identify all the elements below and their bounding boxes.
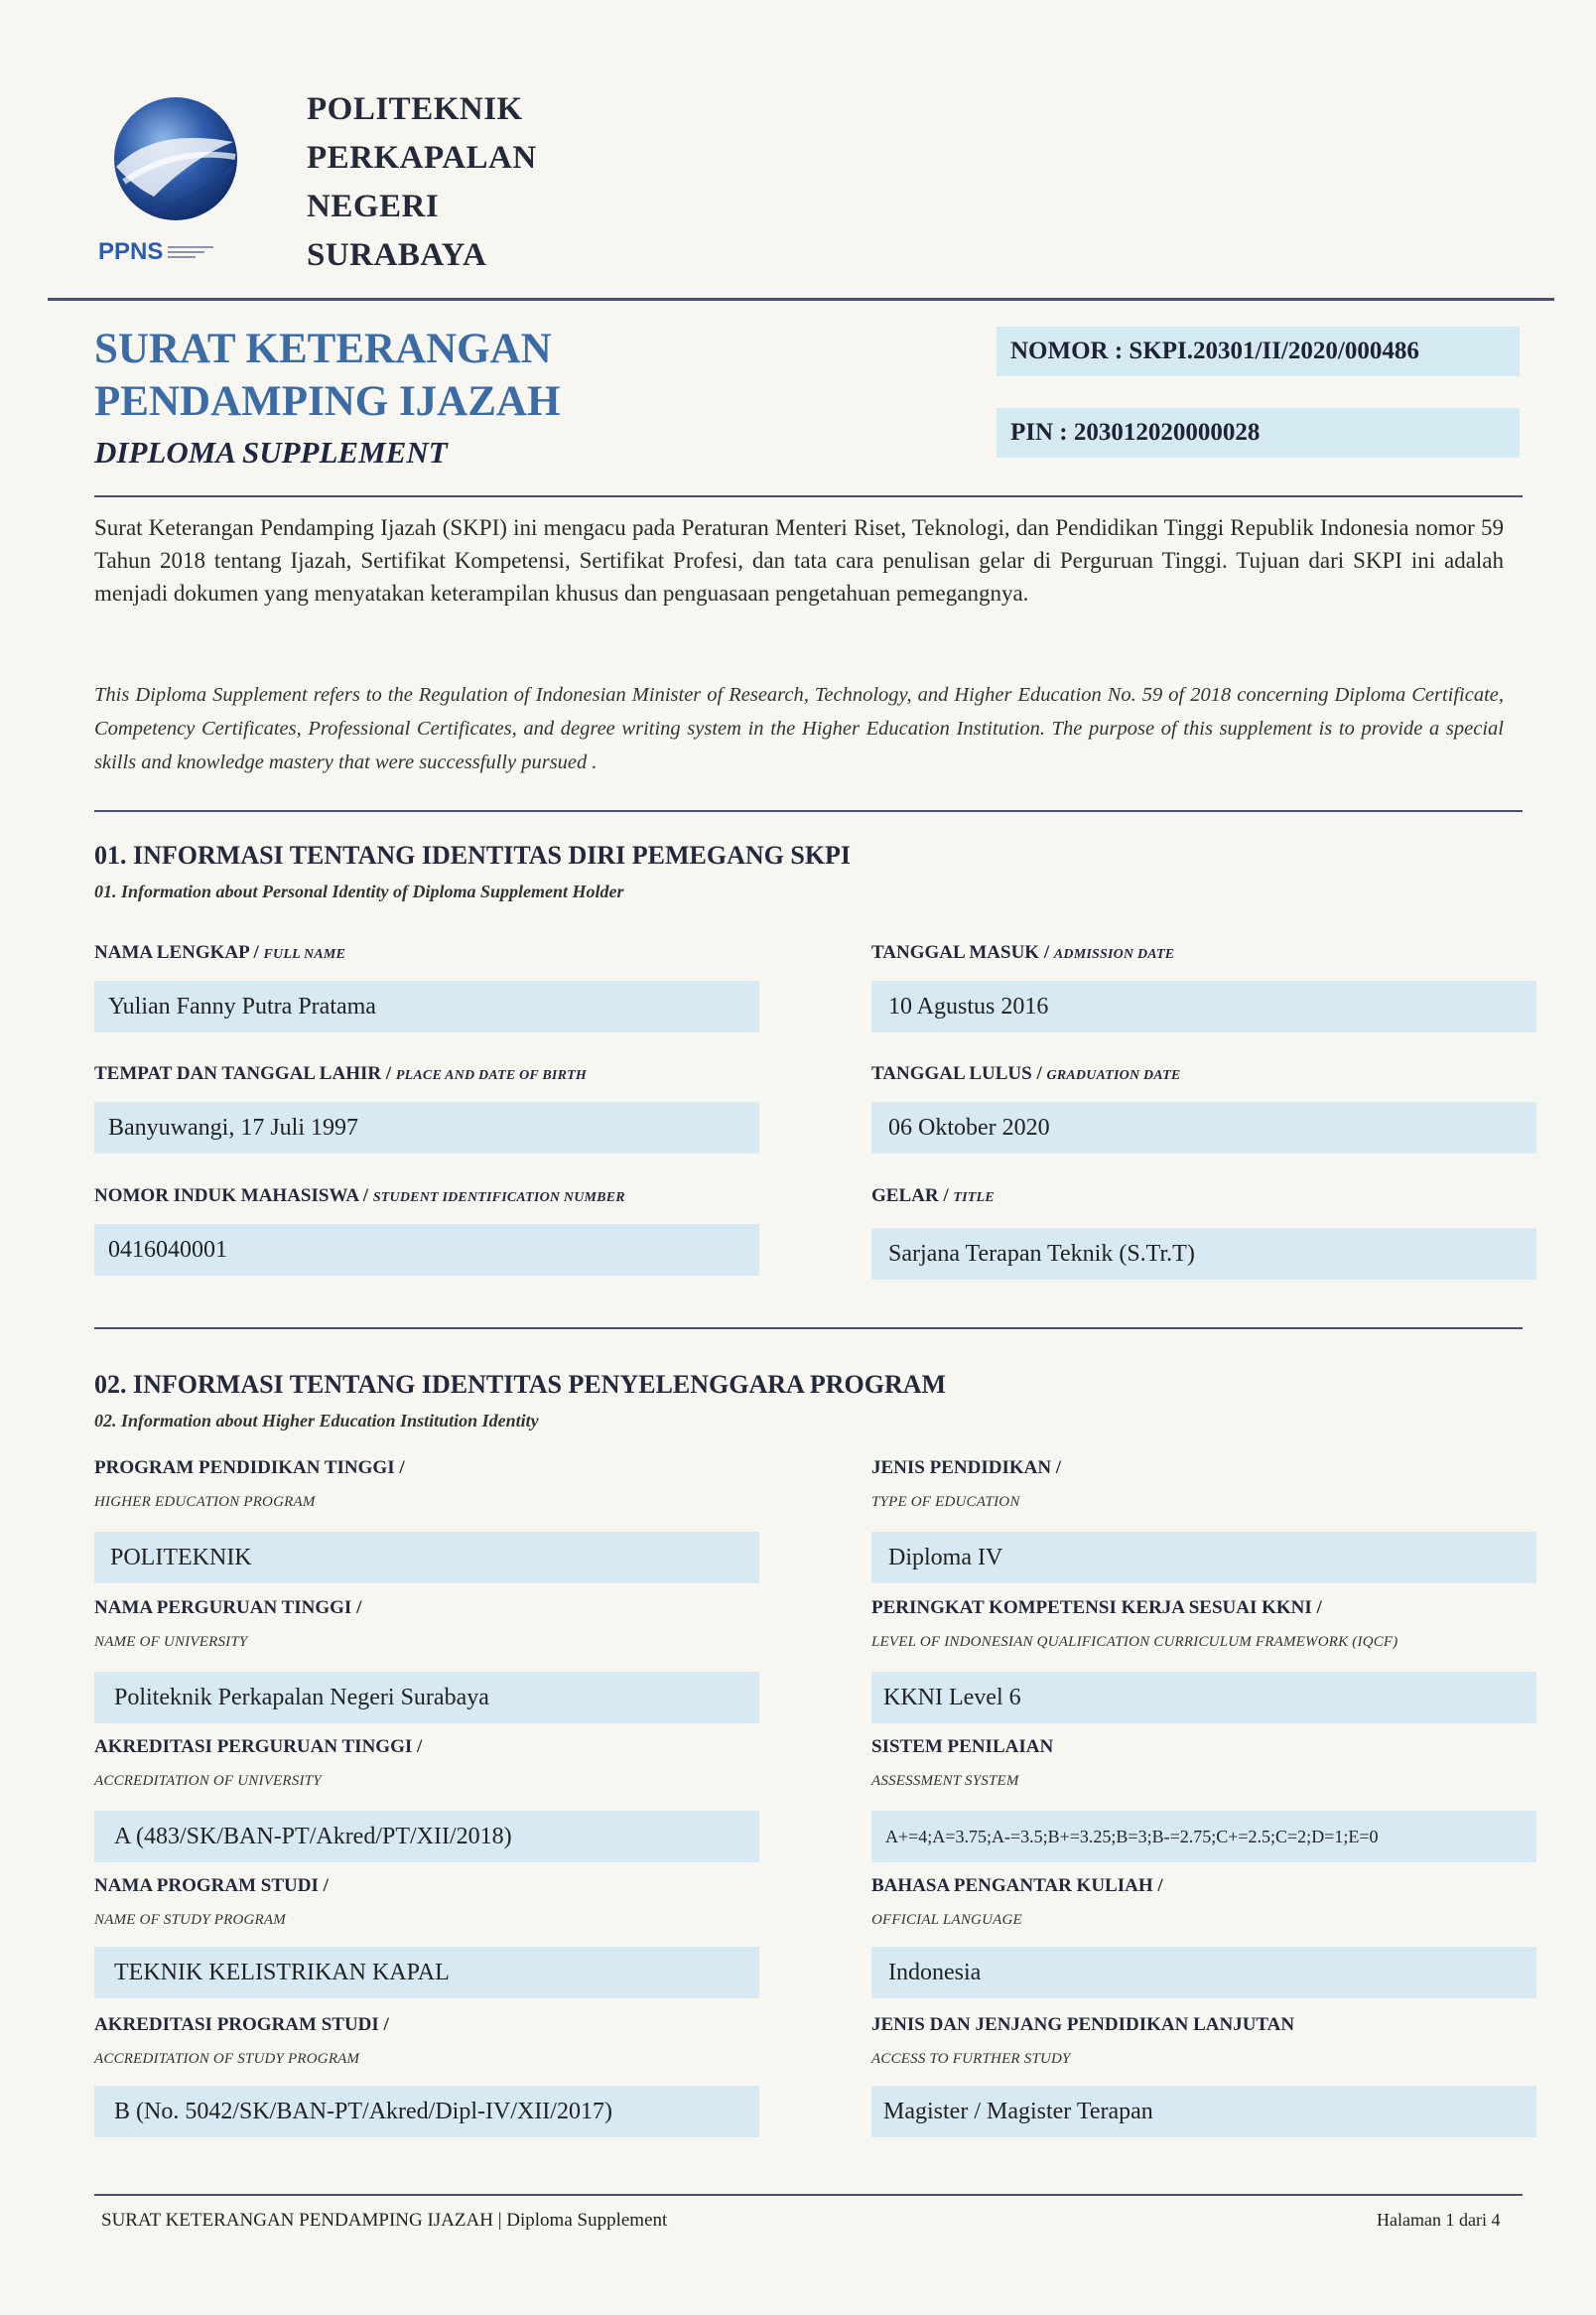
logo-small-text [168,244,213,258]
section1-title: 01. INFORMASI TENTANG IDENTITAS DIRI PEMEGANG SKPI [94,841,852,870]
label-full-name-en: FULL NAME [263,947,346,962]
intro-indonesian: Surat Keterangan Pendamping Ijazah (SKPI) ini mengacu pada Peraturan Menteri Riset, Teknologi, dan Pendidikan Tinggi Republik Indonesia nomor 59 Tahun 2018 tentang Ijazah, Sertifikat Kompetensi, Sertifikat Profesi, dan tata cara penulisan gelar di Perguruan Tinggi. Tujuan dari SKPI ini adalah menjadi dokumen yang menyatakan keterampilan khusus dan penguasaan pengetahuan pemegangnya. [94,515,1504,606]
label-title [871,1185,995,1207]
header-divider [48,298,1554,301]
value-student-id: 0416040001 [94,1224,759,1276]
footer-document-name: SURAT KETERANGAN PENDAMPING IJAZAH | Diploma Supplement [101,2210,668,2231]
value-program-accreditation: B (No. 5042/SK/BAN-PT/Akred/Dipl-IV/XII/2017) [94,2086,759,2137]
label-education-type: JENIS PENDIDIKAN / [871,1457,1062,1478]
label-university-accreditation-en: ACCREDITATION OF UNIVERSITY [94,1773,322,1789]
label-graduation-date-en: GRADUATION DATE [1046,1068,1181,1083]
title-divider [94,495,1523,497]
label-study-program: NAMA PROGRAM STUDI / [94,1875,329,1896]
value-title: Sarjana Terapan Teknik (S.Tr.T) [871,1228,1536,1280]
institution-line-2: PERKAPALAN [307,140,537,176]
label-assessment: SISTEM PENILAIAN [871,1736,1054,1757]
label-title-id: GELAR / [871,1185,949,1206]
section2-subtitle: 02. Information about Higher Education Institution Identity [94,1411,539,1430]
value-university-name: Politeknik Perkapalan Negeri Surabaya [94,1672,759,1723]
label-birth-en: PLACE AND DATE OF BIRTH [395,1068,587,1083]
label-assessment-en: ASSESSMENT SYSTEM [871,1773,1019,1789]
value-language: Indonesia [871,1947,1536,1998]
value-assessment: A+=4;A=3.75;A-=3.5;B+=3.25;B=3;B-=2.75;C+=2.5;C=2;D=1;E=0 [871,1811,1536,1862]
title-line-1: SURAT KETERANGAN [94,326,552,372]
logo-text: PPNS [98,238,164,265]
section1-divider [94,1327,1523,1329]
label-graduation-date [871,1063,1180,1085]
ppns-logo [94,87,253,271]
title-line-2: PENDAMPING IJAZAH [94,378,561,425]
label-university-name-en: NAME OF UNIVERSITY [94,1634,248,1650]
label-admission-date-id: TANGGAL MASUK / [871,942,1050,963]
value-study-program: TEKNIK KELISTRIKAN KAPAL [94,1947,759,1998]
label-admission-date-en: ADMISSION DATE [1053,947,1175,962]
label-university-accreditation: AKREDITASI PERGURUAN TINGGI / [94,1736,423,1757]
document-title [94,323,560,428]
label-full-name [94,942,345,964]
document-pin: PIN : 203012020000028 [997,408,1520,458]
document-number: NOMOR : SKPI.20301/II/2020/000486 [997,327,1520,376]
label-program-accreditation: AKREDITASI PROGRAM STUDI / [94,2014,389,2035]
value-university-accreditation: A (483/SK/BAN-PT/Akred/PT/XII/2018) [94,1811,759,1862]
value-full-name: Yulian Fanny Putra Pratama [94,981,759,1032]
footer-divider [94,2194,1523,2196]
label-kkni-en: LEVEL OF INDONESIAN QUALIFICATION CURRICULUM FRAMEWORK (IQCF) [871,1634,1398,1650]
institution-line-1: POLITEKNIK [307,91,523,127]
label-language-en: OFFICIAL LANGUAGE [871,1912,1022,1928]
value-birth: Banyuwangi, 17 Juli 1997 [94,1102,759,1154]
intro-divider [94,810,1523,812]
label-education-type-en: TYPE OF EDUCATION [871,1494,1020,1510]
section2-title: 02. INFORMASI TENTANG IDENTITAS PENYELENGGARA PROGRAM [94,1370,947,1399]
label-further-study: JENIS DAN JENJANG PENDIDIKAN LANJUTAN [871,2014,1295,2035]
label-university-name: NAMA PERGURUAN TINGGI / [94,1597,362,1618]
label-full-name-id: NAMA LENGKAP / [94,942,259,963]
label-study-program-en: NAME OF STUDY PROGRAM [94,1912,286,1928]
value-admission-date: 10 Agustus 2016 [871,981,1536,1032]
institution-line-3: NEGERI [307,189,440,224]
label-further-study-en: ACCESS TO FURTHER STUDY [871,2051,1071,2067]
value-further-study: Magister / Magister Terapan [871,2086,1536,2137]
label-admission-date [871,942,1174,964]
label-program-accreditation-en: ACCREDITATION OF STUDY PROGRAM [94,2051,360,2067]
value-kkni: KKNI Level 6 [871,1672,1536,1723]
institution-line-4: SURABAYA [307,237,487,273]
label-student-id-id: NOMOR INDUK MAHASISWA / [94,1185,369,1206]
label-birth [94,1063,587,1085]
value-graduation-date: 06 Oktober 2020 [871,1102,1536,1154]
intro-english: This Diploma Supplement refers to the Regulation of Indonesian Minister of Research, Technology, and Higher Education No. 59 of 2018 concerning Diploma Certificate, Competency Certificates, Professional Certificates, and degree writing system in the Higher Education Institution. The purpose of this supplement is to provide a special skills and knowledge mastery that were successfully pursued . [94,684,1504,773]
section1-subtitle: 01. Information about Personal Identity of Diploma Supplement Holder [94,882,624,901]
value-he-program: POLITEKNIK [94,1532,759,1583]
label-language: BAHASA PENGANTAR KULIAH / [871,1875,1163,1896]
label-kkni: PERINGKAT KOMPETENSI KERJA SESUAI KKNI / [871,1597,1322,1618]
label-birth-id: TEMPAT DAN TANGGAL LAHIR / [94,1063,392,1084]
document-subtitle: DIPLOMA SUPPLEMENT [94,435,448,470]
label-he-program-en: HIGHER EDUCATION PROGRAM [94,1494,316,1510]
label-student-id [94,1185,625,1207]
label-student-id-en: STUDENT IDENTIFICATION NUMBER [372,1190,625,1205]
label-graduation-date-id: TANGGAL LULUS / [871,1063,1042,1084]
footer-page-number: Halaman 1 dari 4 [1377,2210,1501,2230]
institution-name [307,85,537,280]
label-title-en: TITLE [953,1190,995,1205]
label-he-program: PROGRAM PENDIDIKAN TINGGI / [94,1457,405,1478]
value-education-type: Diploma IV [871,1532,1536,1583]
